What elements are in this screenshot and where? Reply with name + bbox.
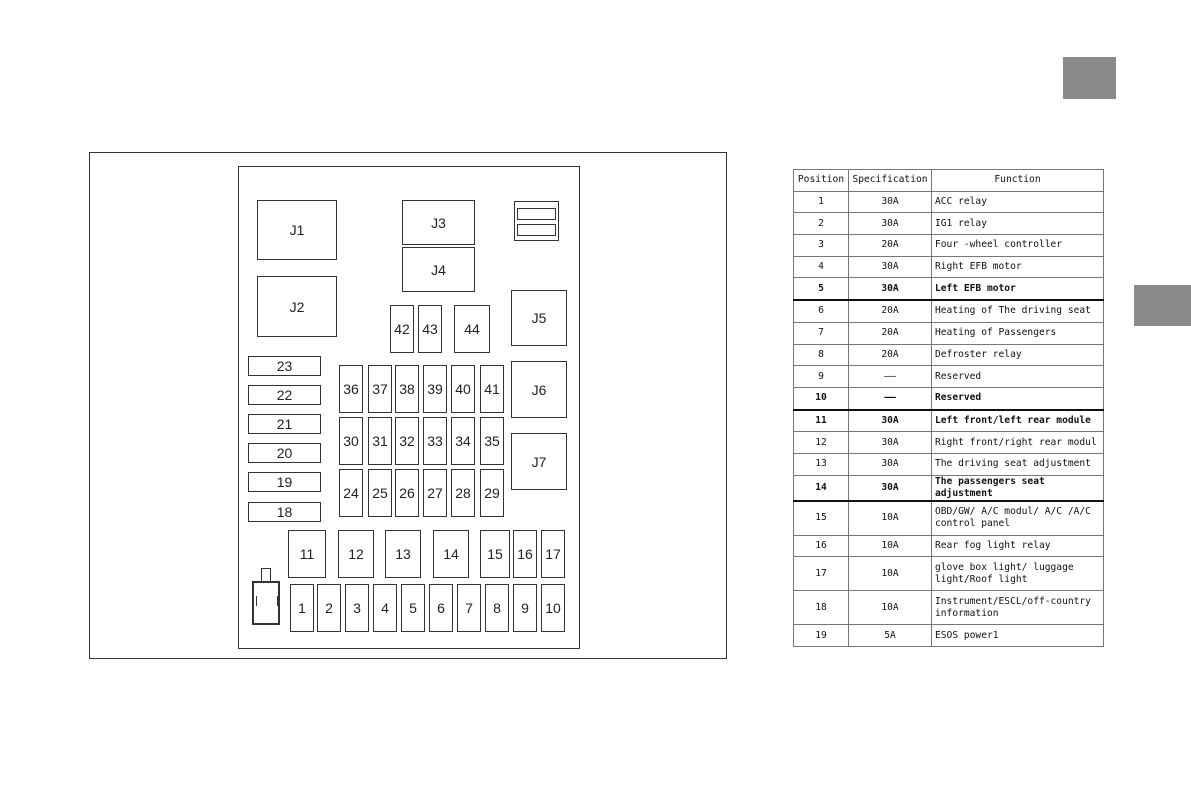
- relay-j3: J3: [402, 200, 475, 245]
- fuse-1: 1: [290, 584, 314, 632]
- row-position: 17: [794, 557, 849, 591]
- fuse-box-diagram: [89, 152, 727, 659]
- row-position: 6: [794, 300, 849, 322]
- row-specification: 5A: [849, 625, 932, 647]
- row-function: Four -wheel controller: [932, 235, 1104, 257]
- row-position: 11: [794, 410, 849, 432]
- fuse-14: 14: [433, 530, 469, 578]
- row-specification: 20A: [849, 344, 932, 366]
- fuse-12: 12: [338, 530, 374, 578]
- fuse-8: 8: [485, 584, 509, 632]
- table-row: [794, 235, 1104, 257]
- row-specification: 30A: [849, 213, 932, 235]
- row-position: 8: [794, 344, 849, 366]
- fuse-16: 16: [513, 530, 537, 578]
- fuse-26: 26: [395, 469, 419, 517]
- fuse-table-body: [794, 191, 1104, 646]
- fuse-20: 20: [248, 443, 321, 463]
- plug-symbol: [252, 568, 280, 625]
- row-specification: 20A: [849, 300, 932, 322]
- fuse-11: 11: [288, 530, 326, 578]
- table-row: [794, 432, 1104, 454]
- fuse-37: 37: [368, 365, 392, 413]
- row-position: 9: [794, 366, 849, 388]
- table-row: [794, 344, 1104, 366]
- table-row: [794, 256, 1104, 278]
- fuse-34: 34: [451, 417, 475, 465]
- row-specification: 10A: [849, 557, 932, 591]
- row-position: 19: [794, 625, 849, 647]
- fuse-40: 40: [451, 365, 475, 413]
- row-position: 14: [794, 475, 849, 501]
- table-row: [794, 322, 1104, 344]
- row-position: 12: [794, 432, 849, 454]
- fuse-15: 15: [480, 530, 510, 578]
- row-position: 18: [794, 591, 849, 625]
- row-position: 13: [794, 453, 849, 475]
- fuse-10: 10: [541, 584, 565, 632]
- header-specification: Specification: [849, 170, 932, 192]
- header-position: Position: [794, 170, 849, 192]
- fuse-42: 42: [390, 305, 414, 353]
- fuse-22: 22: [248, 385, 321, 405]
- fuse-39: 39: [423, 365, 447, 413]
- relay-j7: J7: [511, 433, 567, 490]
- table-row: [794, 625, 1104, 647]
- row-position: 10: [794, 387, 849, 409]
- fuse-6: 6: [429, 584, 453, 632]
- page-tab-side: [1134, 285, 1191, 326]
- row-function: The passengers seat adjustment: [932, 475, 1104, 501]
- fuse-19: 19: [248, 472, 321, 492]
- fuse-27: 27: [423, 469, 447, 517]
- table-row: [794, 213, 1104, 235]
- fuse-32: 32: [395, 417, 419, 465]
- row-function: Instrument/ESCL/off-country information: [932, 591, 1104, 625]
- fuse-28: 28: [451, 469, 475, 517]
- fuse-24: 24: [339, 469, 363, 517]
- row-position: 15: [794, 501, 849, 536]
- fuse-30: 30: [339, 417, 363, 465]
- fuse-9: 9: [513, 584, 537, 632]
- row-specification: 30A: [849, 453, 932, 475]
- table-row: [794, 535, 1104, 557]
- table-row: [794, 453, 1104, 475]
- row-specification: 20A: [849, 235, 932, 257]
- table-row: [794, 366, 1104, 388]
- row-function: OBD/GW/ A/C modul/ A/C /A/C control panel: [932, 501, 1104, 536]
- fuse-29: 29: [480, 469, 504, 517]
- fuse-36: 36: [339, 365, 363, 413]
- fuse-3: 3: [345, 584, 369, 632]
- row-function: ACC relay: [932, 191, 1104, 213]
- row-function: Right EFB motor: [932, 256, 1104, 278]
- row-specification: 10A: [849, 501, 932, 536]
- fuse-table: [793, 169, 1104, 647]
- row-function: Right front/right rear modul: [932, 432, 1104, 454]
- table-row: [794, 410, 1104, 432]
- row-specification: 30A: [849, 191, 932, 213]
- row-specification: 10A: [849, 535, 932, 557]
- fuse-41: 41: [480, 365, 504, 413]
- fuse-7: 7: [457, 584, 481, 632]
- fuse-25: 25: [368, 469, 392, 517]
- fuse-18: 18: [248, 502, 321, 522]
- row-function: Reserved: [932, 387, 1104, 409]
- row-specification: 30A: [849, 278, 932, 300]
- fuse-2: 2: [317, 584, 341, 632]
- table-header-row: [794, 170, 1104, 192]
- table-row: [794, 557, 1104, 591]
- relay-j2: J2: [257, 276, 337, 337]
- table-row: [794, 278, 1104, 300]
- fuse-31: 31: [368, 417, 392, 465]
- row-function: glove box light/ luggage light/Roof light: [932, 557, 1104, 591]
- row-position: 4: [794, 256, 849, 278]
- relay-j6: J6: [511, 361, 567, 418]
- row-specification: 20A: [849, 322, 932, 344]
- row-function: Left front/left rear module: [932, 410, 1104, 432]
- table-row: [794, 387, 1104, 409]
- row-specification: 30A: [849, 410, 932, 432]
- row-position: 2: [794, 213, 849, 235]
- page-tab-top: [1063, 57, 1116, 99]
- fuse-21: 21: [248, 414, 321, 434]
- fuse-33: 33: [423, 417, 447, 465]
- table-row: [794, 300, 1104, 322]
- header-function: Function: [932, 170, 1104, 192]
- row-position: 3: [794, 235, 849, 257]
- row-function: Defroster relay: [932, 344, 1104, 366]
- row-specification: 30A: [849, 475, 932, 501]
- row-position: 7: [794, 322, 849, 344]
- connector-symbol: [514, 201, 559, 241]
- row-specification: 30A: [849, 432, 932, 454]
- fuse-43: 43: [418, 305, 442, 353]
- row-function: Reserved: [932, 366, 1104, 388]
- fuse-38: 38: [395, 365, 419, 413]
- row-function: Heating of The driving seat: [932, 300, 1104, 322]
- row-position: 5: [794, 278, 849, 300]
- row-specification: ——: [849, 366, 932, 388]
- fuse-35: 35: [480, 417, 504, 465]
- row-position: 16: [794, 535, 849, 557]
- table-row: [794, 191, 1104, 213]
- fuse-13: 13: [385, 530, 421, 578]
- table-row: [794, 475, 1104, 501]
- row-function: Rear fog light relay: [932, 535, 1104, 557]
- fuse-5: 5: [401, 584, 425, 632]
- relay-j5: J5: [511, 290, 567, 346]
- fuse-23: 23: [248, 356, 321, 376]
- table-row: [794, 591, 1104, 625]
- row-function: Heating of Passengers: [932, 322, 1104, 344]
- relay-j1: J1: [257, 200, 337, 260]
- table-row: [794, 501, 1104, 536]
- row-specification: ——: [849, 387, 932, 409]
- fuse-4: 4: [373, 584, 397, 632]
- row-specification: 10A: [849, 591, 932, 625]
- row-position: 1: [794, 191, 849, 213]
- row-function: The driving seat adjustment: [932, 453, 1104, 475]
- row-function: Left EFB motor: [932, 278, 1104, 300]
- relay-j4: J4: [402, 247, 475, 292]
- row-function: ESOS power1: [932, 625, 1104, 647]
- row-specification: 30A: [849, 256, 932, 278]
- fuse-17: 17: [541, 530, 565, 578]
- fuse-44: 44: [454, 305, 490, 353]
- row-function: IG1 relay: [932, 213, 1104, 235]
